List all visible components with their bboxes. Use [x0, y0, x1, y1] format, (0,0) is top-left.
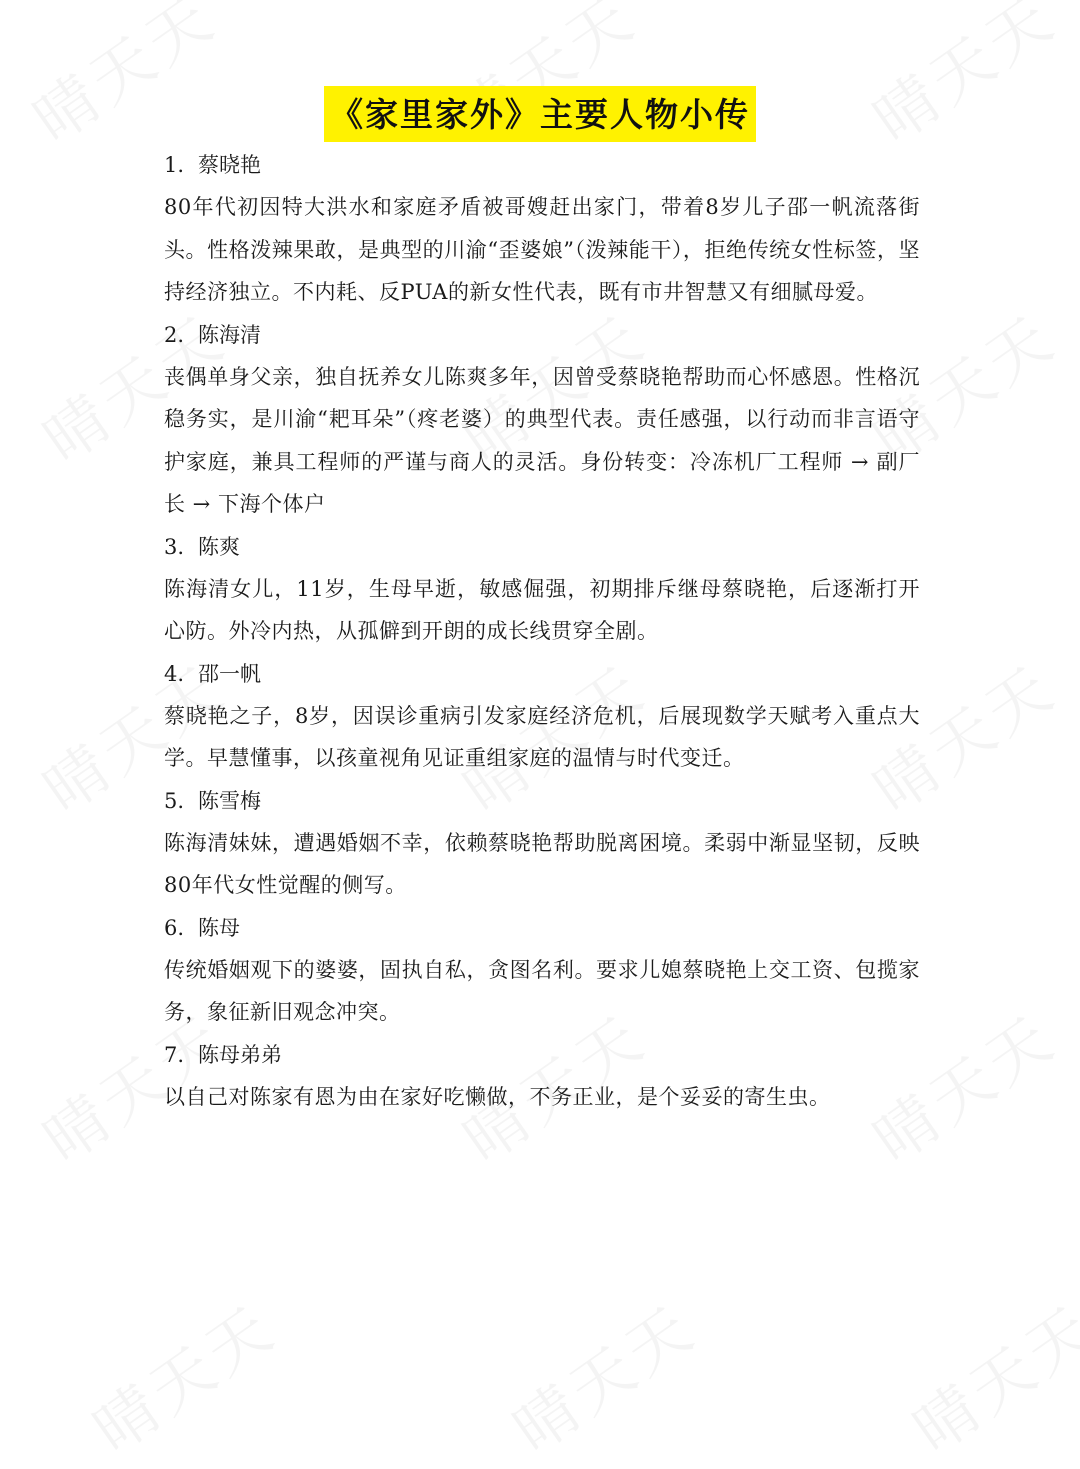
watermark — [493, 1280, 711, 1469]
character-description: 传统婚姻观下的婆婆，固执自私，贪图名利。要求儿媳蔡晓艳上交工资、包揽家务，象征新旧观念冲突。 — [164, 957, 920, 1024]
character-number: 2. — [164, 322, 185, 347]
character-entry — [164, 526, 920, 653]
character-name: 陈爽 — [198, 534, 240, 559]
character-number: 5. — [164, 788, 185, 813]
character-description: 陈海清女儿，11岁，生母早逝，敏感倔强，初期排斥继母蔡晓艳，后逐渐打开心防。外冷内热，从孤僻到开朗的成长线贯穿全剧。 — [164, 576, 920, 643]
watermark — [73, 1280, 291, 1469]
character-number: 4. — [164, 661, 185, 686]
character-heading — [164, 526, 920, 568]
character-description: 丧偶单身父亲，独自抚养女儿陈爽多年，因曾受蔡晓艳帮助而心怀感恩。性格沉稳务实，是川渝“耙耳朵”（疼老婆）的典型代表。责任感强，以行动而非言语守护家庭，兼具工程师的严谨与商人的灵活。身份转变：冷冻机厂工程师 → 副厂长 → 下海个体户 — [164, 364, 920, 516]
character-entry — [164, 780, 920, 907]
character-entry — [164, 1034, 920, 1119]
character-entry — [164, 144, 920, 314]
page-title: 《家里家外》主要人物小传 — [324, 86, 756, 142]
character-number: 7. — [164, 1042, 185, 1067]
character-entry — [164, 314, 920, 526]
character-name: 陈母弟弟 — [198, 1042, 282, 1067]
character-name: 陈母 — [198, 915, 240, 940]
character-number: 3. — [164, 534, 185, 559]
character-heading — [164, 1034, 920, 1076]
character-entry — [164, 907, 920, 1034]
character-number: 6. — [164, 915, 185, 940]
character-description: 陈海清妹妹，遭遇婚姻不幸，依赖蔡晓艳帮助脱离困境。柔弱中渐显坚韧，反映80年代女性觉醒的侧写。 — [164, 830, 920, 897]
character-number: 1. — [164, 153, 185, 177]
character-heading — [164, 314, 920, 356]
character-heading — [164, 144, 920, 186]
title-container — [0, 86, 1080, 142]
character-heading — [164, 653, 920, 695]
character-list — [164, 144, 920, 1118]
character-name: 陈雪梅 — [198, 788, 261, 813]
character-name: 陈海清 — [198, 322, 261, 347]
character-entry — [164, 653, 920, 780]
character-heading — [164, 780, 920, 822]
character-heading — [164, 907, 920, 949]
character-name: 蔡晓艳 — [198, 153, 261, 177]
watermark — [893, 1280, 1080, 1469]
character-description: 以自己对陈家有恩为由在家好吃懒做，不务正业，是个妥妥的寄生虫。 — [164, 1084, 831, 1109]
character-name: 邵一帆 — [198, 661, 261, 686]
character-description: 蔡晓艳之子，8岁，因误诊重病引发家庭经济危机，后展现数学天赋考入重点大学。早慧懂事，以孩童视角见证重组家庭的温情与时代变迁。 — [164, 703, 920, 770]
character-description: 80年代初因特大洪水和家庭矛盾被哥嫂赶出家门，带着8岁儿子邵一帆流落街头。性格泼辣果敢，是典型的川渝“歪婆娘”（泼辣能干），拒绝传统女性标签，坚持经济独立。不内耗、反PUA的新女性代表，既有市井智慧又有细腻母爱。 — [164, 195, 920, 304]
